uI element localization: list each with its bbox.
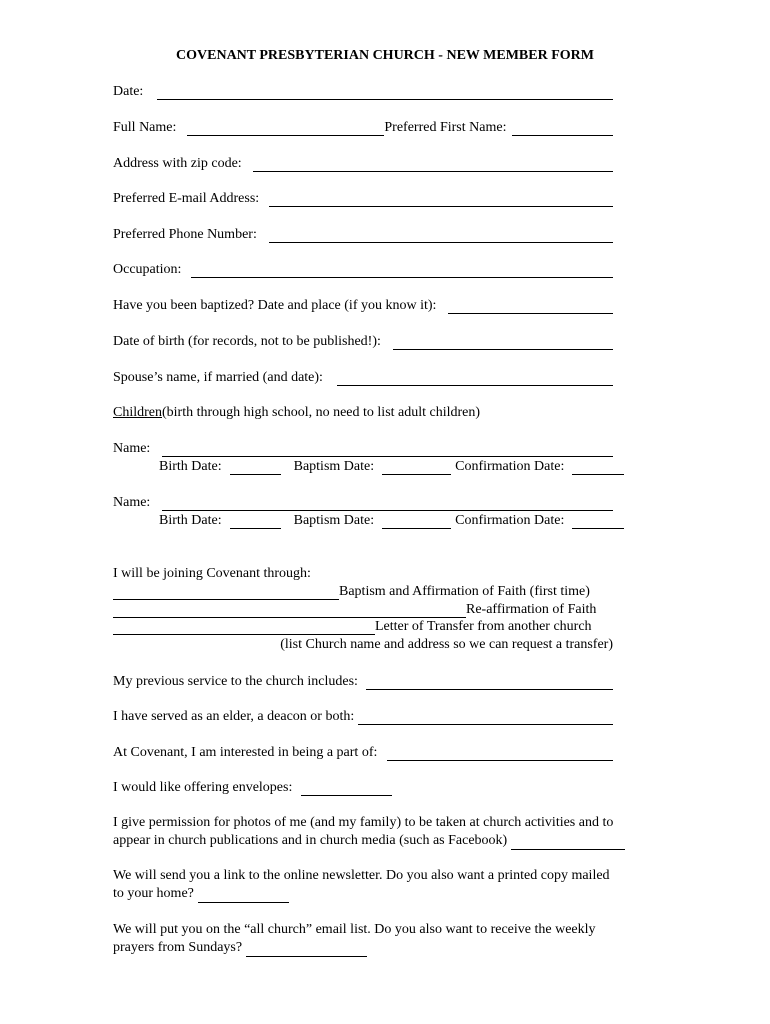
prayer-email-question (113, 921, 673, 957)
date-field[interactable] (157, 85, 613, 100)
spouse-row (113, 368, 613, 386)
joining-option-2-label: Re-affirmation of Faith (466, 602, 597, 617)
joining-option-1-label: Baptism and Affirmation of Faith (first time) (339, 584, 590, 599)
spouse-label: Spouse’s name, if married (and date): (113, 370, 323, 385)
newsletter-line-2: to your home? (113, 886, 194, 901)
baptized-field[interactable] (448, 299, 613, 314)
child-1-name-field[interactable] (162, 442, 613, 457)
photo-permission (113, 814, 673, 850)
child-1-baptism-date-label: Baptism Date: (293, 459, 375, 474)
date-row (113, 82, 613, 100)
child-1-birth-date-label: Birth Date: (159, 459, 222, 474)
joining-option-1-row[interactable] (113, 582, 613, 600)
interests-row (113, 743, 613, 761)
joining-option-2-field[interactable] (113, 603, 466, 618)
child-2-name-label: Name: (113, 495, 151, 510)
joining-option-3-note-row (113, 635, 613, 653)
child-2-confirmation-date-label: Confirmation Date: (455, 513, 565, 528)
dob-field[interactable] (393, 335, 613, 350)
elder-deacon-label: I have served as an elder, a deacon or both: (113, 709, 355, 724)
previous-service-field[interactable] (366, 675, 613, 690)
full-name-label: Full Name: (113, 120, 177, 135)
child-1-birth-date-field[interactable] (230, 460, 281, 475)
children-heading-note: (birth through high school, no need to list adult children) (162, 405, 481, 420)
full-name-field[interactable] (187, 121, 384, 136)
child-1-name-label: Name: (113, 441, 151, 456)
offering-envelopes-field[interactable] (301, 781, 392, 796)
address-row (113, 154, 613, 172)
child-2-confirmation-date-field[interactable] (572, 514, 624, 529)
joining-option-3-row[interactable] (113, 617, 613, 635)
baptized-row (113, 296, 613, 314)
prayer-email-line-1: We will put you on the “all church” email list. Do you also want to receive the weekly (113, 922, 596, 937)
newsletter-field[interactable] (198, 888, 289, 903)
email-label: Preferred E-mail Address: (113, 191, 260, 206)
joining-option-3-field[interactable] (113, 620, 375, 635)
dob-label: Date of birth (for records, not to be published!): (113, 334, 381, 349)
child-1-dates-row (159, 457, 624, 475)
joining-option-1-field[interactable] (113, 585, 339, 600)
child-1-name-row (113, 439, 613, 457)
previous-service-label: My previous service to the church includes: (113, 674, 358, 689)
photo-permission-line-2: appear in church publications and in church media (such as Facebook) (113, 833, 508, 848)
children-heading-row (113, 403, 673, 421)
preferred-first-name-label: Preferred First Name: (384, 120, 507, 135)
interests-field[interactable] (387, 746, 613, 761)
newsletter-question (113, 867, 673, 903)
prayer-email-line-2: prayers from Sundays? (113, 940, 243, 955)
spouse-field[interactable] (337, 371, 613, 386)
joining-option-3-note: (list Church name and address so we can request a transfer) (280, 637, 613, 652)
child-1-baptism-date-field[interactable] (382, 460, 451, 475)
elder-deacon-field[interactable] (358, 710, 613, 725)
child-2-birth-date-label: Birth Date: (159, 513, 222, 528)
children-heading: Children (113, 405, 162, 420)
joining-option-2-row[interactable] (113, 600, 613, 618)
child-1-confirmation-date-field[interactable] (572, 460, 624, 475)
child-2-name-row (113, 493, 613, 511)
previous-service-row (113, 672, 613, 690)
baptized-label: Have you been baptized? Date and place (if you know it): (113, 298, 437, 313)
date-label: Date: (113, 84, 144, 99)
occupation-field[interactable] (191, 263, 613, 278)
child-2-dates-row (159, 511, 624, 529)
newsletter-line-1: We will send you a link to the online newsletter. Do you also want a printed copy mailed (113, 868, 610, 883)
joining-intro: I will be joining Covenant through: (113, 566, 311, 581)
email-field[interactable] (269, 192, 613, 207)
joining-option-3-label: Letter of Transfer from another church (375, 619, 592, 634)
email-row (113, 189, 613, 207)
address-label: Address with zip code: (113, 156, 242, 171)
child-2-baptism-date-field[interactable] (382, 514, 451, 529)
child-2-birth-date-field[interactable] (230, 514, 281, 529)
preferred-first-name-field[interactable] (512, 121, 613, 136)
dob-row (113, 332, 613, 350)
offering-envelopes-row (113, 778, 613, 796)
occupation-label: Occupation: (113, 262, 182, 277)
child-2-baptism-date-label: Baptism Date: (293, 513, 375, 528)
child-1-confirmation-date-label: Confirmation Date: (455, 459, 565, 474)
address-field[interactable] (253, 157, 613, 172)
photo-permission-line-1: I give permission for photos of me (and my family) to be taken at church activities and to (113, 815, 614, 830)
offering-envelopes-label: I would like offering envelopes: (113, 780, 293, 795)
child-2-name-field[interactable] (162, 496, 613, 511)
full-name-row (113, 118, 613, 136)
interests-label: At Covenant, I am interested in being a part of: (113, 745, 378, 760)
prayer-email-field[interactable] (246, 942, 367, 957)
form-title: COVENANT PRESBYTERIAN CHURCH - NEW MEMBER FORM (176, 48, 594, 63)
phone-field[interactable] (269, 228, 613, 243)
occupation-row (113, 260, 613, 278)
phone-row (113, 225, 613, 243)
joining-intro-row (113, 564, 613, 582)
photo-permission-field[interactable] (511, 835, 625, 850)
phone-label: Preferred Phone Number: (113, 227, 257, 242)
elder-deacon-row (113, 707, 613, 725)
